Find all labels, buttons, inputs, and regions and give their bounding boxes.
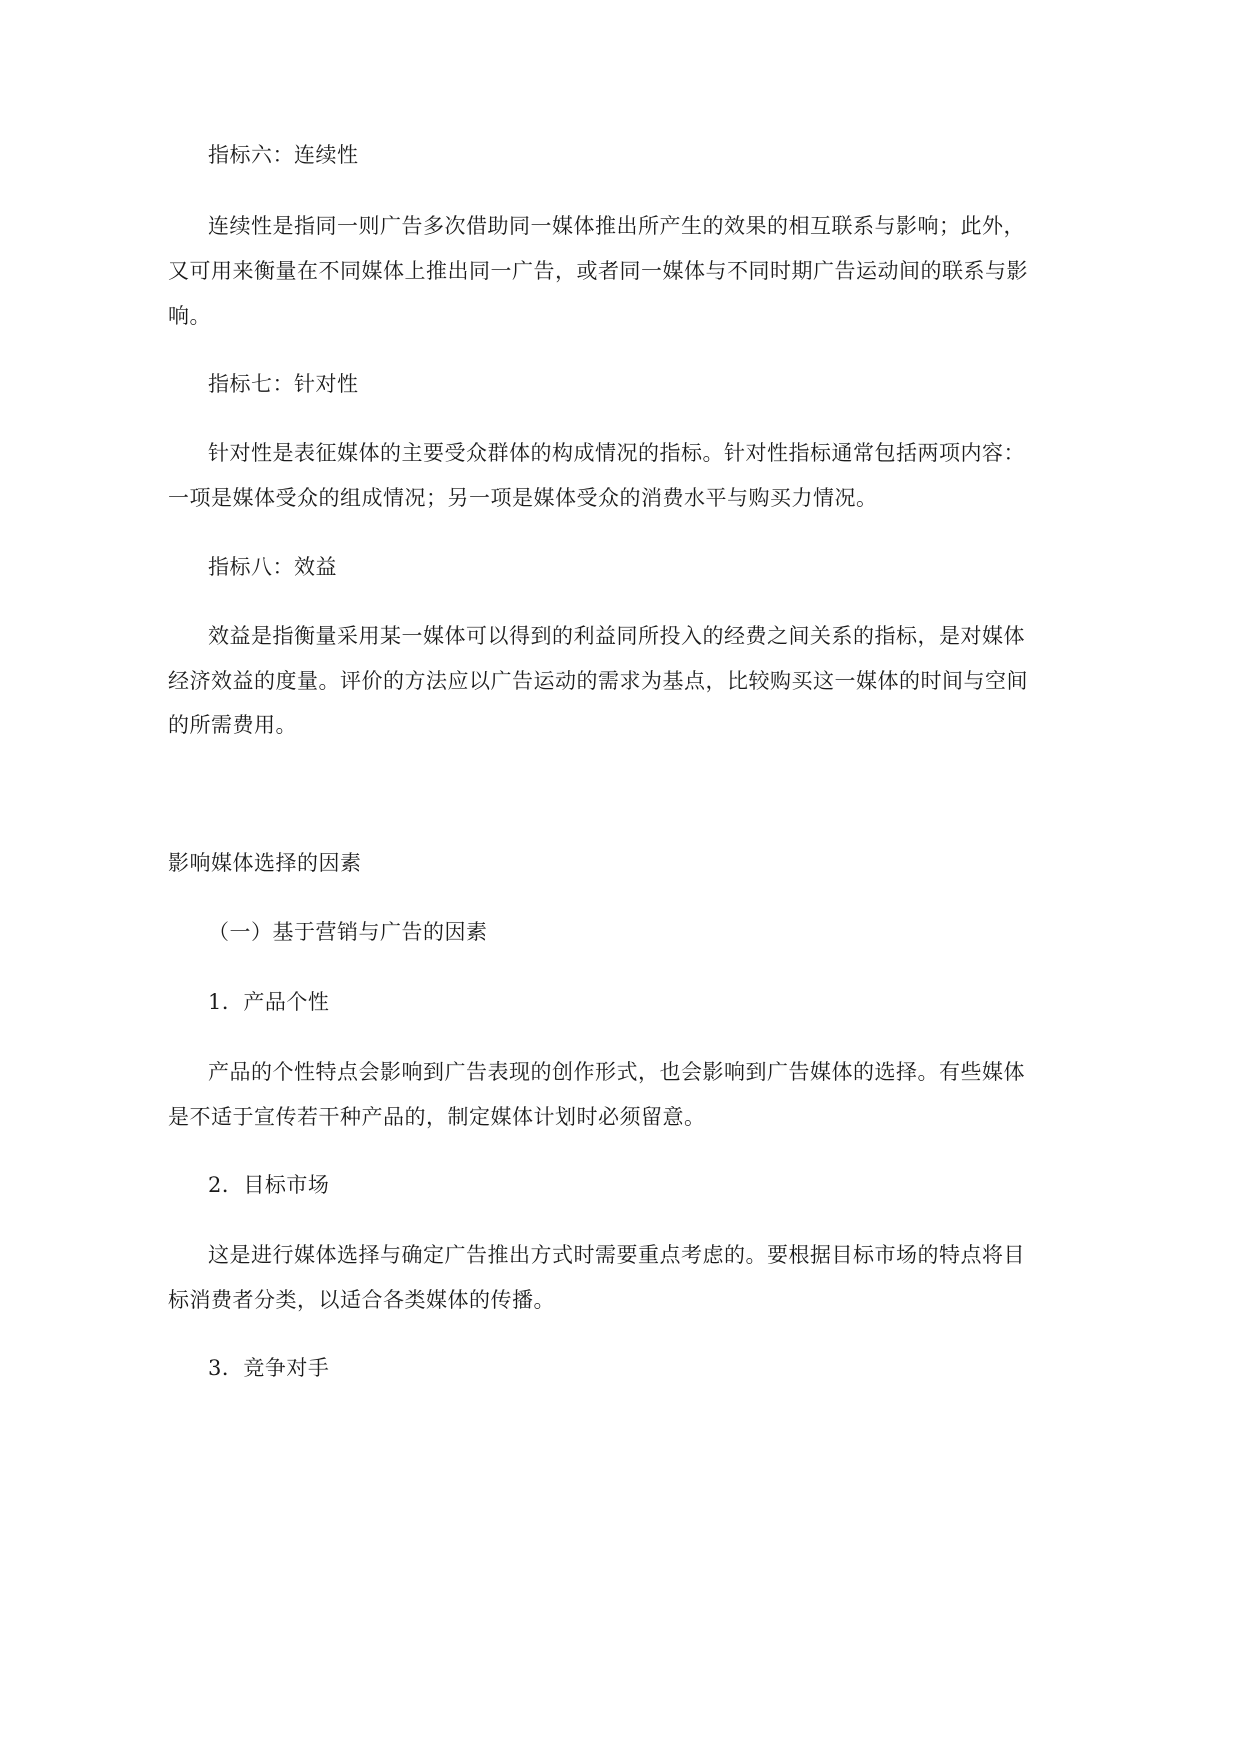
subsection-title-marketing: （一）基于营销与广告的因素 (208, 920, 488, 944)
heading-indicator-7: 指标七：针对性 (208, 372, 359, 396)
section-title-factors: 影响媒体选择的因素 (168, 851, 362, 875)
paragraph-line: 的所需费用。 (168, 713, 297, 737)
heading-product-personality: 1．产品个性 (208, 990, 330, 1014)
heading-competitors: 3．竞争对手 (208, 1356, 330, 1380)
paragraph-line: 经济效益的度量。评价的方法应以广告运动的需求为基点，比较购买这一媒体的时间与空间 (168, 669, 1028, 693)
paragraph-line: 标消费者分类，以适合各类媒体的传播。 (168, 1288, 555, 1312)
paragraph-line: 响。 (168, 304, 211, 328)
paragraph-line: 这是进行媒体选择与确定广告推出方式时需要重点考虑的。要根据目标市场的特点将目 (208, 1243, 1025, 1267)
paragraph-line: 一项是媒体受众的组成情况；另一项是媒体受众的消费水平与购买力情况。 (168, 486, 878, 510)
heading-indicator-8: 指标八：效益 (208, 555, 337, 579)
paragraph-line: 是不适于宣传若干种产品的，制定媒体计划时必须留意。 (168, 1105, 706, 1129)
heading-indicator-6: 指标六：连续性 (208, 143, 359, 167)
paragraph-line: 针对性是表征媒体的主要受众群体的构成情况的指标。针对性指标通常包括两项内容： (208, 441, 1025, 465)
paragraph-line: 效益是指衡量采用某一媒体可以得到的利益同所投入的经费之间关系的指标，是对媒体 (208, 624, 1025, 648)
heading-target-market: 2．目标市场 (208, 1173, 330, 1197)
paragraph-line: 连续性是指同一则广告多次借助同一媒体推出所产生的效果的相互联系与影响；此外， (208, 214, 1025, 238)
paragraph-line: 产品的个性特点会影响到广告表现的创作形式，也会影响到广告媒体的选择。有些媒体 (208, 1060, 1025, 1084)
paragraph-line: 又可用来衡量在不同媒体上推出同一广告，或者同一媒体与不同时期广告运动间的联系与影 (168, 259, 1028, 283)
